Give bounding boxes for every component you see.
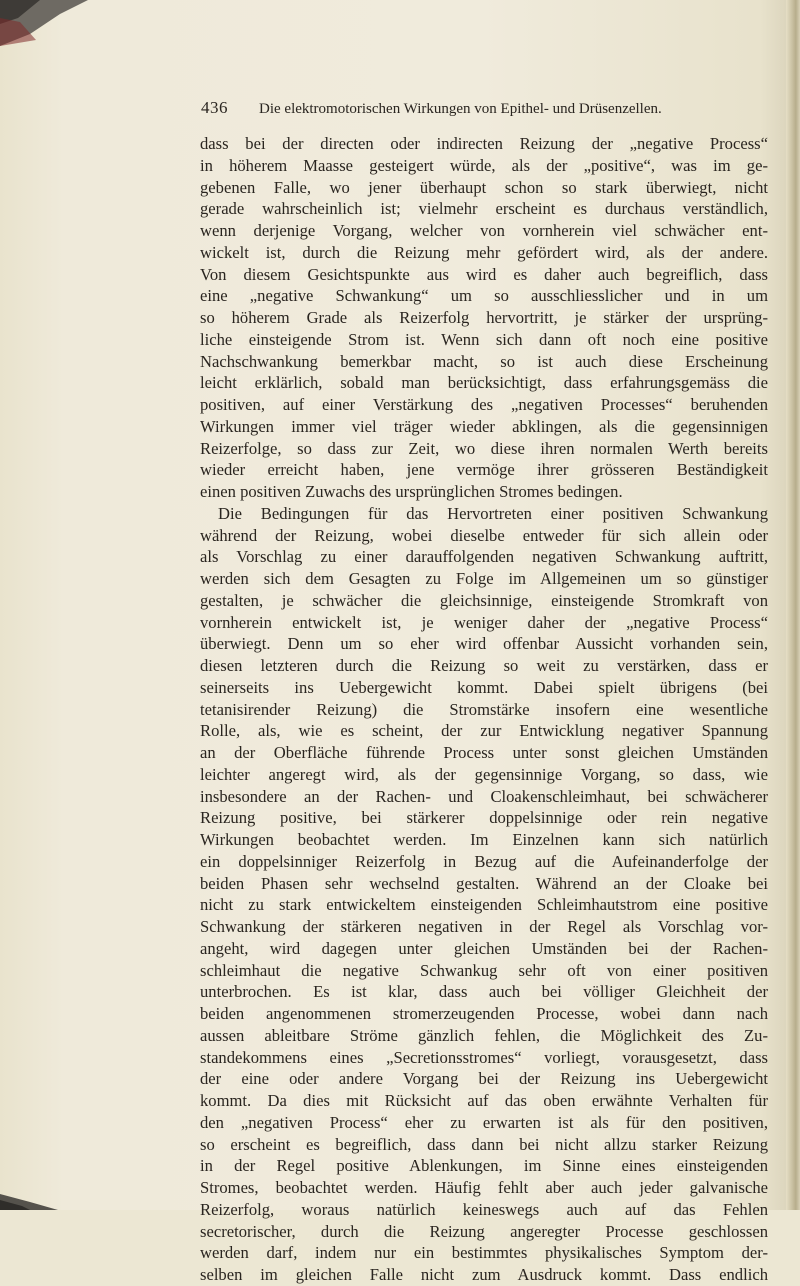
text-line: liche einsteigende Strom ist. Wenn sich dann oft noch eine positive (200, 329, 768, 349)
page-right-edge-shadow (786, 0, 800, 1210)
text-line: nicht zu stark entwickeltem einsteigenden Schleimhautstrom eine positive (200, 895, 768, 915)
text-line: Wirkungen immer viel träger wieder abklingen, als die gegensinnigen (200, 416, 768, 436)
text-line: leichter angeregt wird, als der gegensinnige Vorgang, so dass, wie (200, 764, 768, 784)
text-line: Nachschwankung bemerkbar macht, so ist auch diese Erscheinung (200, 351, 768, 371)
text-line: wickelt ist, durch die Reizung mehr gefördert wird, als der andere. (200, 242, 768, 262)
text-line: standekommens eines „Secretionsstromes“ vorliegt, vorausgesetzt, dass (200, 1047, 768, 1067)
text-line: als Vorschlag zu einer darauffolgenden negativen Schwankung auftritt, (200, 547, 768, 567)
text-line: in höherem Maasse gesteigert würde, als der „positive“, was im ge- (200, 155, 768, 175)
text-line: Reizerfolg, woraus natürlich keineswegs auch auf das Fehlen (200, 1199, 768, 1219)
text-line: Stromes, beobachtet werden. Häufig fehlt aber auch jeder galvanische (200, 1178, 768, 1197)
text-line: beiden Phasen sehr wechselnd gestalten. Während an der Cloake bei (200, 873, 768, 893)
text-line: gerade wahrscheinlich ist; vielmehr erscheint es durchaus verständlich, (200, 199, 768, 219)
text-line: den „negativen Process“ eher zu erwarten ist als für den positiven, (200, 1112, 768, 1132)
text-line: überwiegt. Denn um so eher wird offenbar Aussicht vorhanden sein, (200, 634, 768, 654)
text-line: wieder erreicht haben, jene vermöge ihrer grösseren Beständigkeit (200, 460, 768, 480)
text-line: eine „negative Schwankung“ um so ausschliesslicher und in um (200, 286, 768, 306)
text-line: tetanisirender Reizung) die Stromstärke insofern eine wesentliche (200, 699, 768, 719)
text-line: positiven, auf einer Verstärkung des „negativen Processes“ beruhenden (200, 395, 768, 414)
page-number: 436 (201, 98, 228, 117)
body-text (200, 133, 768, 1286)
text-line: insbesondere an der Rachen- und Cloakenschleimhaut, bei schwächerer (200, 786, 768, 806)
text-line: aussen ableitbare Ströme gänzlich fehlen, die Möglichkeit des Zu- (200, 1025, 768, 1045)
text-line: gestalten, je schwächer die gleichsinnige, einsteigende Stromkraft von (200, 590, 768, 610)
text-line: in der Regel positive Ablenkungen, im Sinne eines einsteigenden (200, 1156, 768, 1176)
running-header (201, 98, 701, 122)
text-line: einen positiven Zuwachs des ursprünglichen Stromes bedingen. (200, 482, 623, 501)
text-line: so erscheint es begreiflich, dass dann bei nicht allzu starker Reizung (200, 1134, 768, 1154)
text-line: wenn derjenige Vorgang, welcher von vornherein viel schwächer ent- (200, 221, 768, 240)
text-line: secretorischer, durch die Reizung angeregter Processe geschlossen (200, 1221, 768, 1241)
text-line: werden sich dem Gesagten zu Folge im Allgemeinen um so günstiger (200, 569, 768, 588)
text-line: dass bei der directen oder indirecten Reizung der „negative Process“ (200, 134, 768, 153)
text-line: werden darf, indem nur ein bestimmtes physikalisches Symptom der- (200, 1243, 768, 1263)
text-line: Wirkungen beobachtet werden. Im Einzelnen kann sich natürlich (200, 830, 768, 849)
paragraph-start-line: Die Bedingungen für das Hervortreten einer positiven Schwankung (218, 503, 768, 523)
text-line: beiden angenommenen stromerzeugenden Processe, wobei dann nach (200, 1004, 768, 1023)
text-line: schleimhaut die negative Schwankug sehr oft von einer positiven (200, 960, 768, 980)
page-corner-shadow-bottom-left (0, 1184, 60, 1210)
text-line: angeht, wird dagegen unter gleichen Umständen bei der Rachen- (200, 938, 768, 958)
text-line: gebenen Falle, wo jener überhaupt schon so stark überwiegt, nicht (200, 177, 768, 197)
text-line: selben im gleichen Falle nicht zum Ausdruck kommt. Dass endlich (200, 1265, 768, 1284)
text-line: kommt. Da dies mit Rücksicht auf das oben erwähnte Verhalten für (200, 1091, 768, 1110)
text-line: so höherem Grade als Reizerfolg hervortritt, je stärker der ursprüng- (200, 308, 768, 327)
text-line: seinerseits ins Uebergewicht kommt. Dabei spielt übrigens (bei (200, 677, 768, 697)
text-line: an der Oberfläche führende Process unter sonst gleichen Umständen (200, 743, 768, 762)
text-line: Schwankung der stärkeren negativen in der Regel als Vorschlag vor- (200, 917, 768, 936)
text-line: vornherein entwickelt ist, je weniger daher der „negative Process“ (200, 612, 768, 632)
text-line: Reizung positive, bei stärkerer doppelsinnige oder rein negative (200, 808, 768, 828)
text-line: diesen letzteren durch die Reizung so weit zu verstärken, dass er (200, 656, 768, 675)
text-line: leicht erklärlich, sobald man berücksichtigt, dass erfahrungsgemäss die (200, 373, 768, 393)
text-line: Von diesem Gesichtspunkte aus wird es daher auch begreiflich, dass (200, 264, 768, 284)
text-line: während der Reizung, wobei dieselbe entweder für sich allein oder (200, 525, 768, 545)
text-line: Rolle, als, wie es scheint, der zur Entwicklung negativer Spannung (200, 721, 768, 741)
text-line: ein doppelsinniger Reizerfolg in Bezug auf die Aufeinanderfolge der (200, 851, 768, 871)
text-line: der eine oder andere Vorgang bei der Reizung ins Uebergewicht (200, 1069, 768, 1089)
page-corner-shadow-top-left (0, 0, 90, 46)
running-title: Die elektromotorischen Wirkungen von Epithel- und Drüsenzellen. (259, 101, 662, 117)
text-line: Reizerfolge, so dass zur Zeit, wo diese ihren normalen Werth bereits (200, 438, 768, 458)
text-line: unterbrochen. Es ist klar, dass auch bei völliger Gleichheit der (200, 982, 768, 1002)
